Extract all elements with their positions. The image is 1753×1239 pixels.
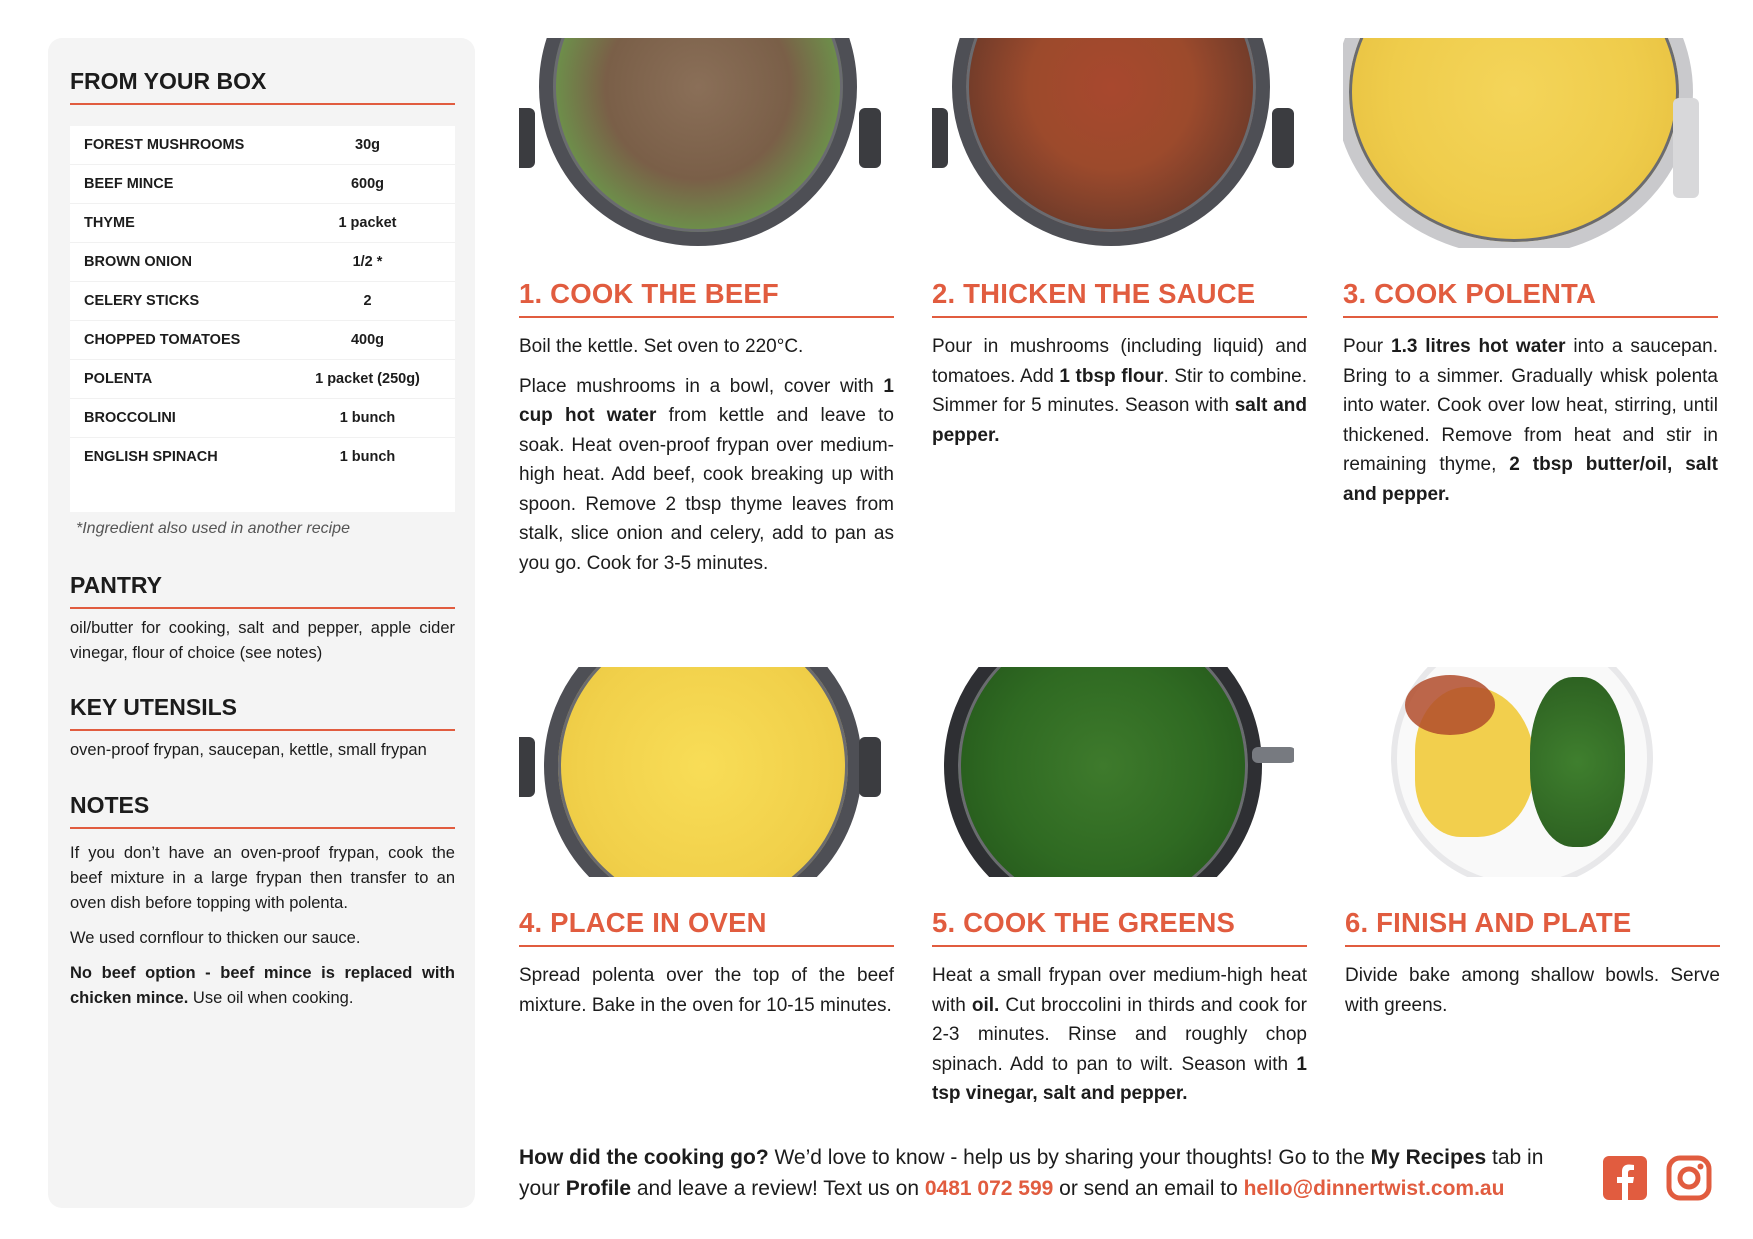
ingredient-row	[70, 438, 455, 476]
notes-heading: NOTES	[70, 792, 455, 829]
step-4-photo	[519, 667, 881, 877]
my-recipes-link[interactable]: My Recipes	[1370, 1146, 1487, 1169]
ingredient-name: BROWN ONION	[84, 254, 192, 270]
email-link[interactable]: hello@dinnertwist.com.au	[1243, 1177, 1505, 1200]
ingredient-qty: 30g	[355, 137, 380, 153]
ingredient-row	[70, 399, 455, 438]
step-text: Place mushrooms in a bowl, cover with	[519, 375, 884, 397]
notes-text: Use oil when cooking.	[188, 989, 354, 1007]
ingredient-name: BROCCOLINI	[84, 410, 176, 426]
step-text: Pour	[1343, 336, 1391, 357]
feedback-question: How did the cooking go?	[519, 1146, 769, 1169]
step-4-title: 4. PLACE IN OVEN	[519, 907, 894, 947]
step-bold-text: 1 cup hot water	[519, 375, 894, 426]
footer-text: or send an email to	[1053, 1177, 1244, 1200]
step-1	[519, 38, 894, 588]
step-2-paragraph	[932, 332, 1307, 450]
step-text: from kettle and leave to soak. Heat oven-proof frypan over medium-high heat. Add beef, cook breaking up with spoon. Remove 2 tbsp thyme leaves from stalk, slice onion and celery, add to pan as you go. Cook for 3-5 minutes.	[519, 405, 895, 574]
ingredient-row	[70, 360, 455, 399]
step-3-paragraph	[1343, 332, 1718, 509]
notes-body	[70, 841, 455, 1021]
ingredient-qty: 600g	[350, 176, 385, 192]
notes-bold-text: No beef option - beef mince is replaced with chicken mince.	[70, 964, 455, 1007]
from-your-box-heading: FROM YOUR BOX	[70, 68, 455, 105]
footer-text: and leave a review! Text us on	[631, 1177, 925, 1200]
ingredient-row	[70, 126, 455, 165]
ingredient-row	[70, 243, 455, 282]
ingredient-name: FOREST MUSHROOMS	[84, 137, 245, 153]
ingredient-name: CHOPPED TOMATOES	[84, 332, 241, 348]
step-3-photo	[1343, 38, 1705, 248]
notes-paragraph	[70, 961, 455, 1011]
step-bold-text: salt and pepper.	[932, 395, 1307, 446]
step-1-paragraph	[519, 372, 894, 579]
ingredient-name: BEEF MINCE	[84, 176, 174, 192]
step-2-body	[932, 332, 1307, 450]
step-5-photo	[932, 667, 1294, 877]
footer-text: We’d love to know - help us by sharing your thoughts! Go to the	[768, 1146, 1371, 1169]
step-6	[1345, 667, 1720, 1030]
ingredient-name: THYME	[84, 215, 135, 231]
step-6-paragraph: Divide bake among shallow bowls. Serve with greens.	[1345, 965, 1720, 1016]
ingredient-qty: 2	[363, 293, 372, 309]
step-text: into a saucepan. Bring to a simmer. Gradually whisk polenta into water. Cook over low heat, stirring, until thickened. Remove from heat and stir in remaining thyme,	[1343, 336, 1719, 475]
profile-link[interactable]: Profile	[565, 1177, 632, 1200]
ingredient-qty: 1 bunch	[339, 449, 396, 465]
step-text: Heat a small frypan over medium-high heat with	[932, 965, 1307, 1016]
step-4-body	[519, 961, 894, 1020]
ingredient-row	[70, 282, 455, 321]
ingredient-name: POLENTA	[84, 371, 153, 387]
step-bold-text: oil.	[971, 994, 1000, 1016]
step-6-title: 6. FINISH AND PLATE	[1345, 907, 1720, 947]
step-5-paragraph	[932, 961, 1307, 1109]
step-text: Pour in mushrooms (including liquid) and tomatoes. Add	[932, 336, 1307, 387]
ingredient-row	[70, 165, 455, 204]
ingredients-sidebar	[48, 38, 475, 1208]
notes-paragraph: If you don’t have an oven-proof frypan, cook the beef mixture in a large frypan then transfer to an oven dish before topping with polenta.	[70, 844, 455, 912]
step-6-body	[1345, 961, 1720, 1020]
ingredient-qty: 1 bunch	[339, 410, 396, 426]
step-5-body	[932, 961, 1307, 1109]
instagram-icon[interactable]	[1666, 1155, 1712, 1201]
utensils-text: oven-proof frypan, saucepan, kettle, small frypan	[70, 741, 427, 759]
step-2-title: 2. THICKEN THE SAUCE	[932, 278, 1307, 318]
step-1-title: 1. COOK THE BEEF	[519, 278, 894, 318]
ingredient-name: ENGLISH SPINACH	[84, 449, 218, 465]
notes-paragraph: We used cornflour to thicken our sauce.	[70, 929, 361, 947]
step-3-title: 3. COOK POLENTA	[1343, 278, 1718, 318]
key-utensils-heading: KEY UTENSILS	[70, 694, 455, 731]
pantry-heading: PANTRY	[70, 572, 455, 609]
ingredient-qty: 1 packet	[338, 215, 397, 231]
step-1-paragraph: Boil the kettle. Set oven to 220°C.	[519, 336, 804, 357]
ingredient-row	[70, 321, 455, 360]
ingredient-row	[70, 204, 455, 243]
footer-text: tab in your	[519, 1146, 1544, 1200]
step-4	[519, 667, 894, 1030]
step-6-photo	[1345, 667, 1707, 877]
step-bold-text: 1.3 litres hot water	[1391, 336, 1566, 357]
phone-link[interactable]: 0481 072 599	[924, 1177, 1054, 1200]
step-2	[932, 38, 1307, 460]
step-bold-text: 1 tsp vinegar, salt and pepper.	[932, 1053, 1307, 1104]
ingredients-table	[70, 126, 455, 512]
ingredient-qty: 1 packet (250g)	[315, 371, 420, 387]
pantry-text: oil/butter for cooking, salt and pepper, apple cider vinegar, flour of choice (see notes)	[70, 619, 455, 662]
facebook-icon[interactable]	[1602, 1155, 1648, 1201]
step-4-paragraph: Spread polenta over the top of the beef mixture. Bake in the oven for 10-15 minutes.	[519, 965, 894, 1016]
step-1-photo	[519, 38, 881, 248]
ingredient-qty: 1/2 *	[352, 254, 383, 270]
step-text: Cut broccolini in thirds and cook for 2-3 minutes. Rinse and roughly chop spinach. Add to pan to wilt. Season with	[932, 994, 1307, 1075]
step-bold-text: 2 tbsp butter/oil, salt and pepper.	[1343, 454, 1718, 505]
step-5-title: 5. COOK THE GREENS	[932, 907, 1307, 947]
step-3-body	[1343, 332, 1718, 509]
ingredient-qty: 400g	[350, 332, 385, 348]
step-text: . Stir to combine. Simmer for 5 minutes. Season with	[932, 365, 1307, 416]
step-1-body	[519, 332, 894, 578]
ingredient-footnote: *Ingredient also used in another recipe	[76, 520, 350, 537]
step-3	[1343, 38, 1718, 519]
step-2-photo	[932, 38, 1294, 248]
feedback-footer	[519, 1142, 1579, 1204]
step-bold-text: 1 tbsp flour	[1059, 365, 1164, 387]
step-5	[932, 667, 1307, 1119]
ingredient-name: CELERY STICKS	[84, 293, 200, 309]
